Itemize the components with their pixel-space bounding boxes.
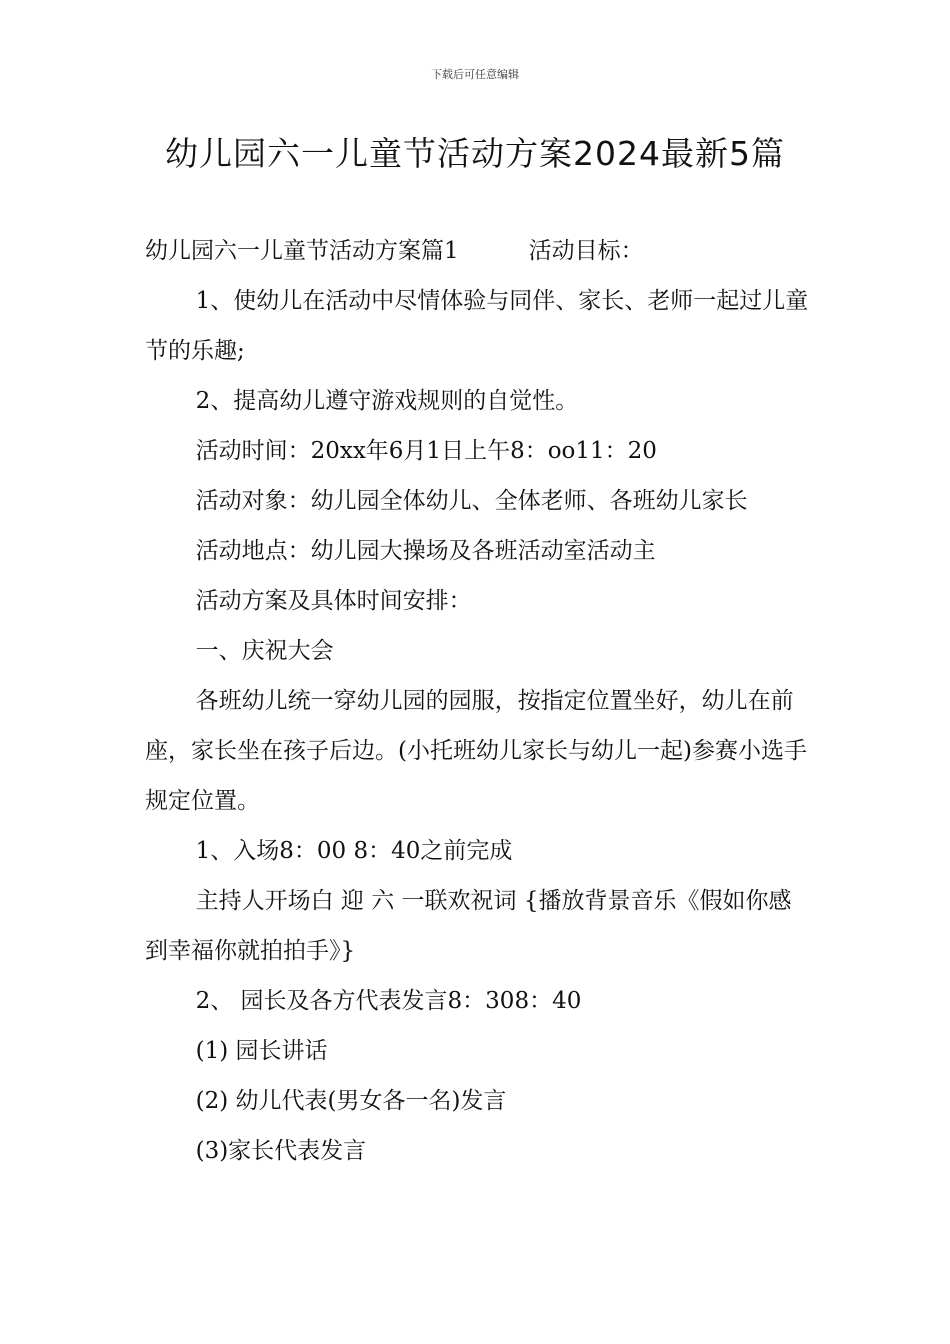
paragraph-host-opening: 主持人开场白 迎 六 一联欢祝词 {播放背景音乐《假如你感到幸福你就拍拍手》} (145, 888, 792, 964)
section-heading: 幼儿园六一儿童节活动方案篇1 (145, 238, 459, 264)
paragraph-entrance: 1、入场8：00 8：40之前完成 (195, 838, 513, 864)
paragraph-location: 活动地点：幼儿园大操场及各班活动室活动主 (195, 538, 656, 564)
paragraph-principal-speech: (1) 园长讲话 (195, 1038, 328, 1064)
paragraph-speeches: 2、 园长及各方代表发言8：308：40 (195, 988, 582, 1014)
section-heading-line (145, 226, 810, 276)
paragraph-child-speech: (2) 幼儿代表(男女各一名)发言 (195, 1088, 507, 1114)
header-note: 下载后可任意编辑 (431, 68, 519, 81)
goal-heading: 活动目标： (528, 238, 644, 264)
paragraph-participants: 活动对象：幼儿园全体幼儿、全体老师、各班幼儿家长 (195, 488, 748, 514)
document-body (145, 226, 810, 1176)
paragraph-seating: 各班幼儿统一穿幼儿园的园服，按指定位置坐好，幼儿在前座，家长坐在孩子后边。(小托班幼儿家长与幼儿一起)参赛小选手规定位置。 (145, 688, 807, 814)
document-title: 幼儿园六一儿童节活动方案2024最新5篇 (165, 134, 785, 173)
paragraph-schedule-heading: 活动方案及具体时间安排： (195, 588, 472, 614)
paragraph-time: 活动时间：20xx年6月1日上午8：oo11：20 (195, 438, 657, 464)
paragraph-goal-2: 2、提高幼儿遵守游戏规则的自觉性。 (195, 388, 579, 414)
paragraph-goal-1: 1、使幼儿在活动中尽情体验与同伴、家长、老师一起过儿童节的乐趣; (145, 288, 809, 364)
paragraph-parent-speech: (3)家长代表发言 (195, 1138, 367, 1164)
paragraph-section-one: 一、庆祝大会 (195, 638, 334, 664)
